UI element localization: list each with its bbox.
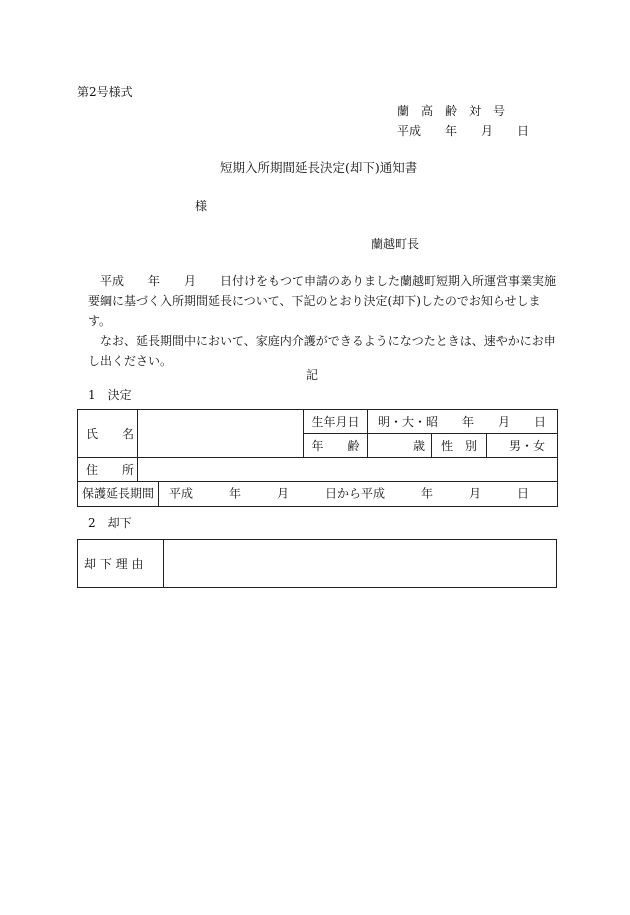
document-title: 短期入所期間延長決定(却下)通知書 [220, 160, 418, 175]
issuer: 蘭越町長 [371, 237, 420, 251]
ki-heading: 記 [306, 368, 319, 382]
form-number: 第2号様式 [77, 85, 133, 99]
period-row [78, 482, 558, 507]
section1-heading: 1 決定 [88, 388, 132, 402]
reason-label: 却 下 理 由 [78, 540, 164, 588]
birth-label: 生年月日 [304, 410, 368, 434]
body-paragraph-2: なお、延長期間中において、家庭内介護ができるようになつたときは、速やかにお申し出ください。 [88, 334, 556, 368]
reason-field [164, 540, 557, 588]
table-row [78, 482, 558, 507]
age-field: 歳 [368, 434, 432, 458]
table-row [78, 540, 557, 588]
body-paragraph-1: 平成 年 月 日付けをもつて申請のありました蘭越町短期入所運営事業実施要綱に基づく入所期間延長について、下記のとおり決定(却下)したのでお知らせします。 [88, 274, 557, 328]
issue-date: 平成 年 月 日 [397, 124, 530, 138]
name-label: 氏 名 [78, 410, 138, 458]
sex-field: 男・女 [487, 434, 558, 458]
period-field: 平成 年 月 日から平成 年 月 日 [169, 486, 530, 501]
section2-heading: 2 却下 [88, 516, 132, 530]
name-field [138, 410, 304, 458]
addressee-suffix: 様 [195, 199, 208, 213]
sex-label: 性 別 [432, 434, 487, 458]
table-row [78, 458, 558, 482]
address-field [138, 458, 558, 482]
table-row [78, 410, 558, 434]
birth-field: 明・大・昭 年 月 日 [368, 410, 558, 434]
age-label: 年 齢 [304, 434, 368, 458]
address-label: 住 所 [78, 458, 138, 482]
decision-table [77, 409, 558, 507]
rejection-table [77, 539, 557, 588]
period-divider [158, 482, 159, 506]
document-number: 蘭 高 齢 対 号 [397, 104, 506, 118]
period-label: 保護延長期間 [82, 486, 155, 501]
body-text [88, 271, 558, 371]
